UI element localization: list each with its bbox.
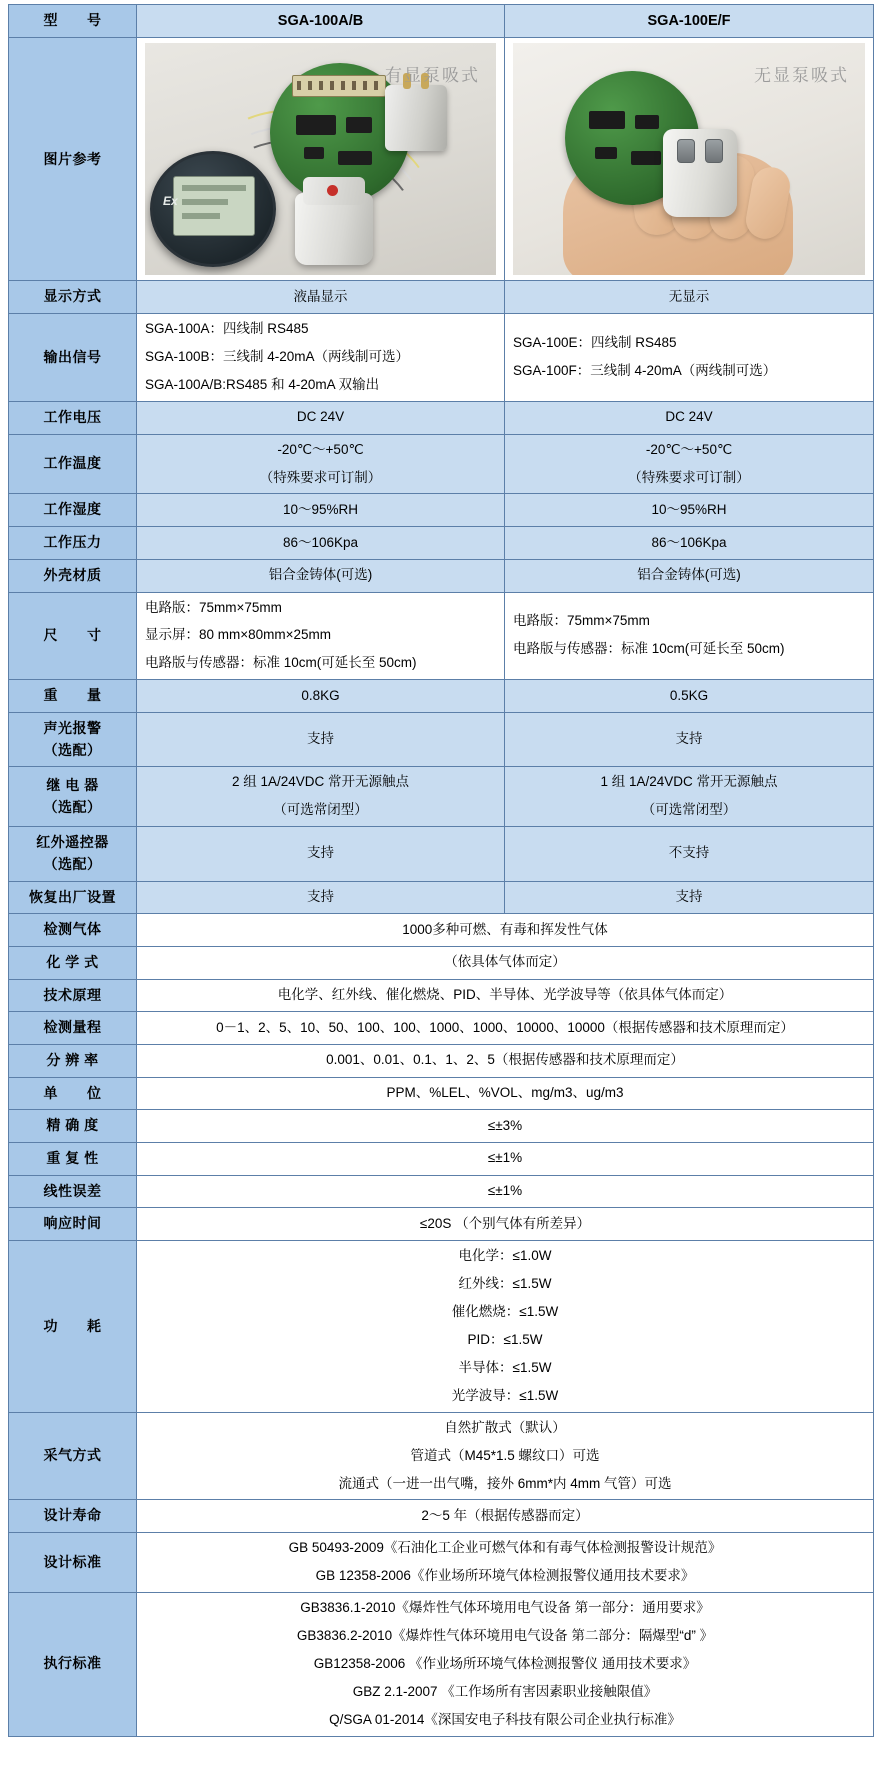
table-row [9,1592,874,1736]
header-model-ef: SGA-100E/F [505,5,874,38]
row-value-ef: -20℃～+50℃ （特殊要求可订制） [505,434,874,494]
table-row [9,281,874,314]
row-value-ab: 铝合金铸体(可选) [137,559,505,592]
row-value: ≤±1% [137,1143,874,1176]
table-row [9,1208,874,1241]
table-body [9,281,874,1736]
table-row [9,946,874,979]
table-row [9,979,874,1012]
row-label: 外壳材质 [9,559,137,592]
row-value: 2～5 年（根据传感器而定） [137,1500,874,1533]
row-label: 红外遥控器 （选配） [9,827,137,881]
product-photo-ef [513,43,865,275]
table-row [9,1175,874,1208]
row-label: 重 量 [9,680,137,713]
table-row [9,1241,874,1413]
row-label: 继 电 器 （选配） [9,767,137,827]
row-value: 0－1、2、5、10、50、100、100、1000、1000、10000、10000（根据传感器和技术原理而定） [137,1012,874,1045]
row-value-ab: 2 组 1A/24VDC 常开无源触点 （可选常闭型） [137,767,505,827]
table-row [9,527,874,560]
table-row [9,827,874,881]
row-label: 输出信号 [9,314,137,402]
row-value-ef: DC 24V [505,401,874,434]
row-value-ef: 支持 [505,881,874,914]
row-label: 分 辨 率 [9,1045,137,1078]
row-value: （依具体气体而定） [137,946,874,979]
row-value-ef: 铝合金铸体(可选) [505,559,874,592]
table-row [9,1143,874,1176]
row-label: 采气方式 [9,1412,137,1500]
row-value-ef: 0.5KG [505,680,874,713]
row-value-ab: 0.8KG [137,680,505,713]
table-row [9,592,874,680]
row-value-ab: 支持 [137,712,505,766]
row-label: 检测量程 [9,1012,137,1045]
specification-table [8,4,874,1737]
row-value: PPM、%LEL、%VOL、mg/m3、ug/m3 [137,1077,874,1110]
photo-caption-ef: 无显泵吸式 [754,66,849,86]
row-value-ab: 支持 [137,827,505,881]
row-value-ef: 86～106Kpa [505,527,874,560]
table-row [9,494,874,527]
table-row [9,1500,874,1533]
row-label: 响应时间 [9,1208,137,1241]
row-value: ≤±1% [137,1175,874,1208]
row-label: 执行标准 [9,1592,137,1736]
table-row [9,1012,874,1045]
row-value-ab: 支持 [137,881,505,914]
row-label: 工作湿度 [9,494,137,527]
row-value-ab: 液晶显示 [137,281,505,314]
table-row [9,1045,874,1078]
row-value: GB3836.1-2010《爆炸性气体环境用电气设备 第一部分：通用要求》 GB3836.2-2010《爆炸性气体环境用电气设备 第二部分：隔爆型“d” 》 GB12358-2006 《作业场所环境气体检测报警仪 通用技术要求》 GBZ 2.1-2007 《工作场所有害因素职业接触限值》 Q/SGA 01-2014《深国安电子科技有限公司企业执行标准》 [137,1592,874,1736]
row-value-ab: DC 24V [137,401,505,434]
product-photo-ab [145,43,496,275]
sensor-metal-image [385,85,447,151]
row-label: 线性误差 [9,1175,137,1208]
row-value-ef: 10～95%RH [505,494,874,527]
table-row [9,767,874,827]
row-value: 电化学、红外线、催化燃烧、PID、半导体、光学波导等（依具体气体而定） [137,979,874,1012]
row-label: 设计寿命 [9,1500,137,1533]
table-row [9,712,874,766]
row-value-ef: 1 组 1A/24VDC 常开无源触点 （可选常闭型） [505,767,874,827]
table-row-photo [9,38,874,281]
row-value-ab: -20℃～+50℃ （特殊要求可订制） [137,434,505,494]
table-row [9,1412,874,1500]
row-label: 工作电压 [9,401,137,434]
photo-caption-ab: 有显泵吸式 [385,66,480,86]
row-value: 0.001、0.01、0.1、1、2、5（根据传感器和技术原理而定） [137,1045,874,1078]
table-row [9,401,874,434]
header-label-model: 型 号 [9,5,137,38]
row-value-ef: 不支持 [505,827,874,881]
row-label: 重 复 性 [9,1143,137,1176]
row-value-ef: 电路版：75mm×75mm 电路版与传感器：标准 10cm(可延长至 50cm) [505,592,874,680]
table-row [9,680,874,713]
row-value: 电化学：≤1.0W 红外线：≤1.5W 催化燃烧：≤1.5W PID：≤1.5W 半导体：≤1.5W 光学波导：≤1.5W [137,1241,874,1413]
row-label-photo: 图片参考 [9,38,137,281]
row-value: 1000多种可燃、有毒和挥发性气体 [137,914,874,947]
row-value-ab: SGA-100A：四线制 RS485 SGA-100B：三线制 4-20mA（两线制可选） SGA-100A/B:RS485 和 4-20mA 双输出 [137,314,505,402]
row-label: 显示方式 [9,281,137,314]
row-label: 化 学 式 [9,946,137,979]
row-value-ef: 支持 [505,712,874,766]
header-model-ab: SGA-100A/B [137,5,505,38]
table-row [9,1077,874,1110]
row-label: 单 位 [9,1077,137,1110]
row-label: 声光报警 （选配） [9,712,137,766]
row-value-ef: SGA-100E：四线制 RS485 SGA-100F：三线制 4-20mA（两线制可选） [505,314,874,402]
row-label: 设计标准 [9,1533,137,1593]
photo-cell-ef [505,38,874,281]
row-label: 功 耗 [9,1241,137,1413]
row-label: 尺 寸 [9,592,137,680]
row-value: ≤20S （个别气体有所差异） [137,1208,874,1241]
row-label: 恢复出厂设置 [9,881,137,914]
sensor-white-image [295,193,373,265]
table-header-row [9,5,874,38]
row-value: ≤±3% [137,1110,874,1143]
table-row [9,1533,874,1593]
table-row [9,314,874,402]
row-value: GB 50493-2009《石油化工企业可燃气体和有毒气体检测报警设计规范》 GB 12358-2006《作业场所环境气体检测报警仪通用技术要求》 [137,1533,874,1593]
table-row [9,434,874,494]
display-meter-image: Ex [150,151,276,267]
row-label: 检测气体 [9,914,137,947]
table-row [9,1110,874,1143]
row-value-ab: 86～106Kpa [137,527,505,560]
row-value-ab: 10～95%RH [137,494,505,527]
row-value-ab: 电路版：75mm×75mm 显示屏：80 mm×80mm×25mm 电路版与传感器：标准 10cm(可延长至 50cm) [137,592,505,680]
table-row [9,881,874,914]
row-label: 工作温度 [9,434,137,494]
sensor-pump-image [663,129,737,217]
row-label: 技术原理 [9,979,137,1012]
table-row [9,559,874,592]
row-value-ef: 无显示 [505,281,874,314]
table-row [9,914,874,947]
row-label: 工作压力 [9,527,137,560]
row-label: 精 确 度 [9,1110,137,1143]
row-value: 自然扩散式（默认） 管道式（M45*1.5 螺纹口）可选 流通式（一进一出气嘴，接外 6mm*内 4mm 气管）可选 [137,1412,874,1500]
photo-cell-ab [137,38,505,281]
